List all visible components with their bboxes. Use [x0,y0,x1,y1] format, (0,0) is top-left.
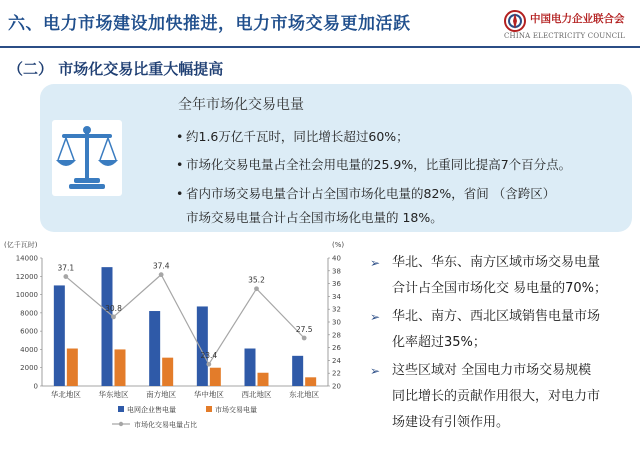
bullet-text: 约1.6万亿千瓦时，同比增长超过60%； [186,129,409,144]
org-logo [504,8,634,42]
ratio-point [159,272,164,277]
legend-swatch-market-trade [206,406,212,412]
left-tick-label: 12000 [15,272,38,281]
info-bullet [176,155,571,173]
ratio-point [302,336,307,341]
category-label: 东北地区 [289,390,320,399]
left-tick-label: 4000 [20,345,38,354]
right-bullet-line: 华北、南方、西北区域销售电量市场 [392,309,601,324]
arrow-bullet-icon: ➢ [370,256,381,270]
bar-market-trade [115,349,126,386]
ratio-point [254,286,259,291]
category-label: 华中地区 [193,390,224,399]
bullet-dot-icon: • [176,129,184,144]
right-tick-label: 38 [332,267,341,276]
right-tick-label: 36 [332,280,341,289]
scales-tile [52,120,122,196]
right-tick-label: 20 [332,382,341,391]
ratio-point [111,314,116,319]
bar-market-trade [67,349,78,386]
bar-market-trade [210,368,221,386]
info-bullet [176,184,555,202]
market-trade-chart [0,236,360,453]
legend-swatch-ratio-point [119,422,123,426]
arrow-bullet-icon: ➢ [370,310,381,324]
header-divider [0,46,640,48]
bar-market-trade [305,377,316,386]
info-bullet-continuation: 市场交易电量合计占全国市场化电量的 18%。 [186,210,443,225]
right-bullet-line: 同比增长的贡献作用很大，对电力市 [392,389,601,404]
left-tick-label: 10000 [15,291,38,300]
bar-grid-sales [292,356,303,386]
ratio-data-label: 30.8 [105,303,122,313]
category-label: 华北地区 [50,390,81,399]
arrow-bullet-icon: ➢ [370,364,381,378]
right-bullet-line: 场建设有引领作用。 [392,415,510,430]
bar-market-trade [162,358,173,386]
right-tick-label: 40 [332,254,341,263]
bar-grid-sales [54,285,65,386]
bar-grid-sales [149,311,160,386]
right-bullet-line: 华北、华东、南方区域市场交易电量 [392,255,601,270]
left-tick-label: 6000 [20,327,38,336]
right-tick-label: 22 [332,369,341,378]
info-bullet [176,127,409,145]
right-tick-label: 26 [332,344,341,353]
bullet-text: 市场化交易电量占全社会用电量的25.9%，比重同比提高7个百分点。 [186,157,572,172]
ratio-point [63,274,68,279]
legend-label: 市场交易电量 [215,406,257,414]
category-label: 南方地区 [146,390,177,399]
ratio-data-label: 27.5 [295,325,313,334]
info-title: 全年市场化交易电量 [178,97,304,113]
legend-swatch-grid-sales [118,406,124,412]
right-tick-label: 32 [332,305,341,314]
page-title: 六、电力市场建设加快推进，电力市场交易更加活跃 [8,14,411,34]
left-tick-label: 2000 [20,364,38,373]
right-tick-label: 34 [332,292,341,301]
bullet-dot-icon: • [176,157,184,172]
left-tick-label: 14000 [15,254,38,263]
ratio-data-label: 37.4 [152,261,170,271]
legend-label: 市场化交易电量占比 [134,421,197,429]
category-label: 华东地区 [98,390,129,399]
ratio-data-label: 23.4 [200,351,218,361]
right-axis-label: (%) [332,241,345,249]
bar-grid-sales [245,349,256,386]
section-subtitle: （二） 市场化交易比重大幅提高 [8,60,224,78]
bar-market-trade [258,373,269,386]
right-tick-label: 28 [332,331,341,340]
right-tick-label: 24 [332,356,341,365]
org-name-cn: 中国电力企业联合会 [530,13,625,25]
legend-label: 电网企业售电量 [127,406,176,414]
ratio-data-label: 35.2 [248,275,265,285]
bar-grid-sales [197,306,208,386]
org-name-en: CHINA ELECTRICITY COUNCIL [504,32,626,40]
left-axis-label: (亿千瓦时) [4,241,38,249]
scales-icon [52,120,122,196]
left-tick-label: 8000 [20,309,38,318]
right-tick-label: 30 [332,318,341,327]
cec-emblem-icon [504,10,526,32]
bullet-dot-icon: • [176,186,184,201]
ratio-point [206,362,211,367]
right-bullet-line: 合计占全国市场化交 易电量的70%； [392,281,608,296]
left-tick-label: 0 [33,382,38,391]
right-bullet-line: 这些区域对 全国电力市场交易规模 [392,363,592,378]
right-bullet-line: 化率超过35%； [392,335,486,350]
bullet-text: 省内市场交易电量合计占全国市场化电量的82%，省间 （含跨区） [186,186,556,201]
bar-grid-sales [102,267,113,386]
category-label: 西北地区 [241,390,272,399]
ratio-data-label: 37.1 [57,263,75,273]
